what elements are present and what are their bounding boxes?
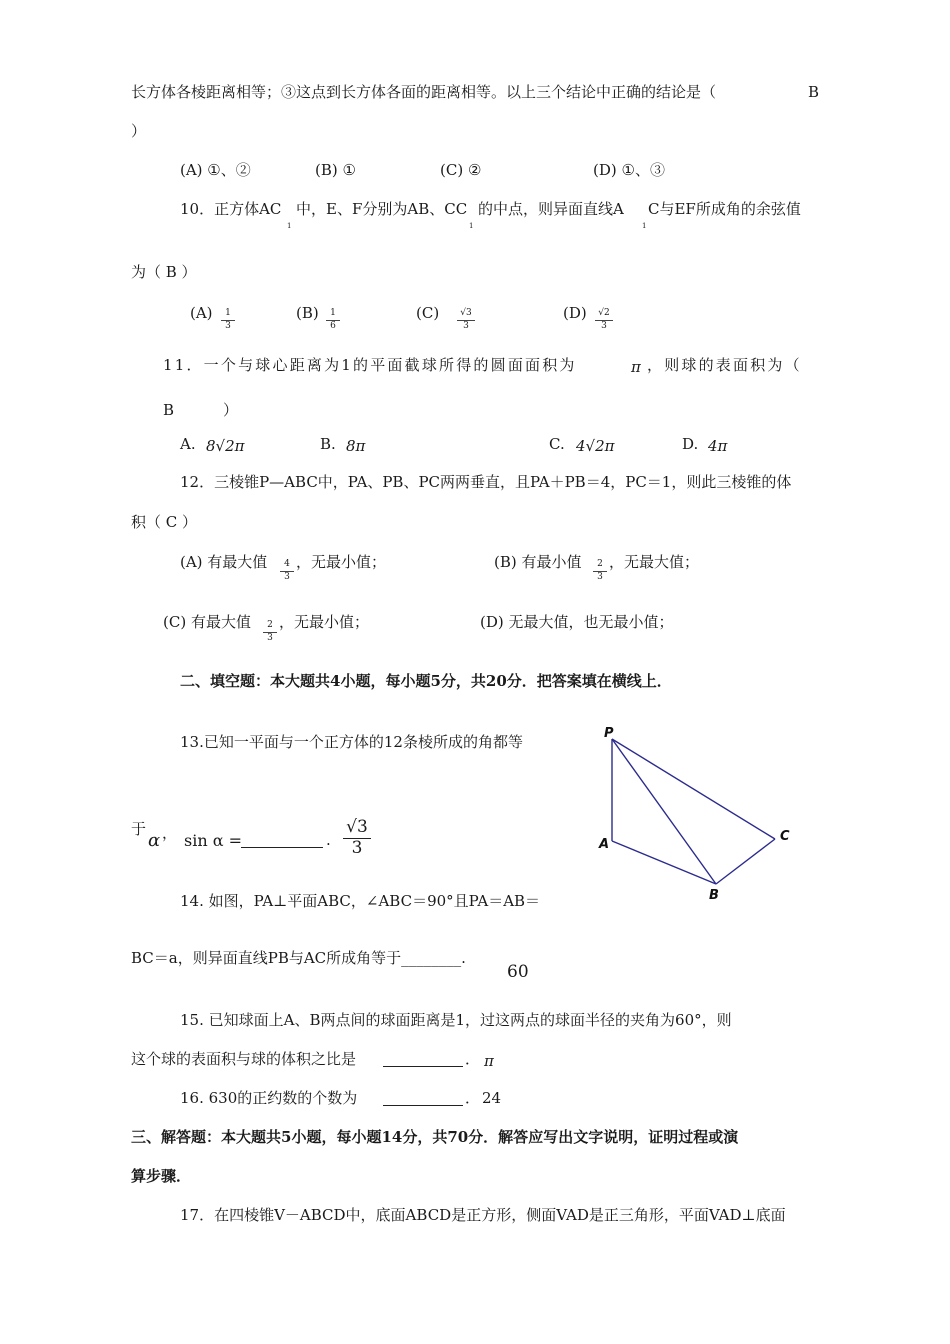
- q15-text: 15. 已知球面上A、B两点间的球面距离是1，过这两点的球面半径的夹角为60°，则: [180, 1011, 732, 1029]
- denominator: 3: [284, 571, 290, 582]
- q13-dot: .: [326, 831, 331, 849]
- q12-option-c: (C) 有最大值: [163, 613, 251, 631]
- edge-bc: [716, 839, 775, 884]
- edge-pc: [612, 739, 775, 839]
- q10-option-a-label: (A): [190, 304, 213, 322]
- denominator: 3: [267, 632, 273, 643]
- q14-answer: 60: [507, 962, 529, 982]
- q13-sin: sin α =: [184, 831, 243, 850]
- q11-option-d-label: D.: [682, 435, 699, 453]
- q9-option-b: (B) ①: [315, 161, 356, 179]
- q9-text: [131, 85, 716, 100]
- q11-answer: B: [163, 401, 175, 419]
- q10-option-c-fraction: [457, 309, 475, 332]
- q10-option-d-label: (D): [563, 304, 587, 322]
- q12-text: 12．三棱锥P—ABC中，PA、PB、PC两两垂直，且PA＋PB＝4，PC＝1，则此三棱锥的体: [180, 473, 792, 491]
- q12-option-b-fraction: [593, 560, 607, 583]
- q10-option-b-fraction: [326, 309, 340, 332]
- q12-option-a-fraction: [280, 560, 294, 583]
- q12-answer-line: 积（ C ）: [131, 513, 198, 531]
- q11-text: 11．一个与球心距离为1的平面截球所得的圆面面积为: [163, 356, 577, 374]
- q16-blank[interactable]: [383, 1091, 463, 1109]
- q9-line: 长方体各棱距离相等；③这点到长方体各面的距离相等。以上三个结论中正确的结论是（: [131, 83, 717, 101]
- denominator: 3: [601, 320, 607, 331]
- q15-tail: ．: [465, 1050, 481, 1068]
- numerator: 1: [225, 308, 231, 318]
- q10-part1: 10．正方体AC: [180, 200, 282, 218]
- numerator: 2: [597, 559, 603, 569]
- q15-text-2: 这个球的表面积与球的体积之比是: [131, 1050, 357, 1068]
- numerator: √2: [598, 308, 610, 318]
- q11-text-end: ，则球的表面积为（: [647, 356, 802, 374]
- q10-sub1: 1: [287, 222, 292, 230]
- q13-blank[interactable]: [241, 833, 323, 851]
- q10-answer-line: 为（ B ）: [131, 263, 197, 281]
- q10-part3: 的中点，则异面直线A: [478, 200, 624, 218]
- denominator: 3: [597, 571, 603, 582]
- q12-option-c-tail: ，无最小值；: [279, 613, 370, 631]
- section3-heading: 三、解答题：本大题共5小题，每小题14分，共70分．解答应写出文字说明，证明过程或演: [131, 1128, 739, 1146]
- q11-pi: π: [631, 358, 641, 376]
- q10-sub2: 1: [469, 222, 474, 230]
- q11-option-c-value: 4√2π: [576, 437, 615, 455]
- q12-option-c-fraction: [263, 621, 277, 644]
- pyramid-figure: [596, 724, 796, 904]
- q10-option-b-label: (B): [296, 304, 319, 322]
- q13-comma: ，: [162, 824, 178, 842]
- q9-option-c: (C) ②: [440, 161, 482, 179]
- q12-option-b: (B) 有最小值: [494, 553, 582, 571]
- q12-option-d: (D) 无最大值，也无最小值；: [480, 613, 674, 631]
- q16-text: 16. 630的正约数的个数为: [180, 1089, 358, 1107]
- label-b: B: [709, 888, 719, 903]
- q15-blank[interactable]: [383, 1052, 463, 1070]
- label-p: P: [604, 726, 614, 741]
- q9-option-d: (D) ①、③: [593, 161, 665, 179]
- q11-option-d-value: 4π: [708, 437, 728, 455]
- q11-option-b-label: B.: [320, 435, 336, 453]
- q13-text: 13.已知一平面与一个正方体的12条棱所成的角都等: [180, 733, 523, 751]
- q14-text-2: BC＝a，则异面直线PB与AC所成角等于________.: [131, 949, 466, 967]
- q12-option-a: (A) 有最大值: [180, 553, 268, 571]
- q13-alpha: α: [148, 830, 161, 851]
- figure-lines: [612, 739, 775, 884]
- q10-option-a-fraction: [221, 309, 235, 332]
- numerator: 4: [284, 559, 290, 569]
- q13-answer-blank[interactable]: [241, 833, 323, 848]
- numerator: √3: [346, 817, 368, 837]
- section2-heading: 二、填空题：本大题共4小题，每小题5分，共20分．把答案填在横线上．: [180, 672, 672, 690]
- section3-heading-2: 算步骤．: [131, 1167, 192, 1185]
- q14-text: 14. 如图，PA⊥平面ABC，∠ABC＝90°且PA＝AB＝: [180, 892, 541, 910]
- numerator: 2: [267, 620, 273, 630]
- q11-option-b-value: 8π: [346, 437, 366, 455]
- denominator: 3: [225, 320, 231, 331]
- q11-option-c-label: C.: [549, 435, 565, 453]
- numerator: √3: [460, 308, 472, 318]
- q11-option-a-value: 8√2π: [206, 437, 245, 455]
- q11-option-a-label: A.: [180, 435, 196, 453]
- denominator: 3: [351, 837, 363, 858]
- q16-answer: 24: [482, 1089, 502, 1107]
- numerator: 1: [330, 308, 336, 318]
- q10-option-d-fraction: [595, 309, 613, 332]
- q12-option-a-tail: ，无最小值；: [296, 553, 387, 571]
- denominator: 3: [463, 320, 469, 331]
- denominator: 6: [330, 320, 336, 331]
- q10-part4: C与EF所成角的余弦值: [648, 200, 801, 218]
- q9-answer: B: [808, 83, 820, 101]
- q9-option-a: (A) ①、②: [180, 161, 251, 179]
- q16-tail: ．: [465, 1089, 481, 1107]
- q16-answer-blank[interactable]: [383, 1091, 463, 1106]
- q10-sub3: 1: [642, 222, 647, 230]
- label-c: C: [780, 829, 790, 844]
- q9-close: ）: [131, 122, 147, 140]
- q13-answer-fraction: [343, 818, 371, 858]
- q12-option-b-tail: ，无最大值；: [609, 553, 700, 571]
- q11-close: ）: [223, 401, 239, 419]
- q17-text: 17．在四棱锥V－ABCD中，底面ABCD是正方形，侧面VAD是正三角形，平面VAD⊥底面: [180, 1206, 786, 1224]
- q10-option-c-label: (C): [416, 304, 440, 322]
- label-a: A: [599, 837, 610, 852]
- q15-answer-blank[interactable]: [383, 1052, 463, 1067]
- q13-prefix: 于: [131, 820, 147, 838]
- q15-answer: π: [484, 1052, 494, 1070]
- q10-part2: 中，E、F分别为AB、CC: [296, 200, 468, 218]
